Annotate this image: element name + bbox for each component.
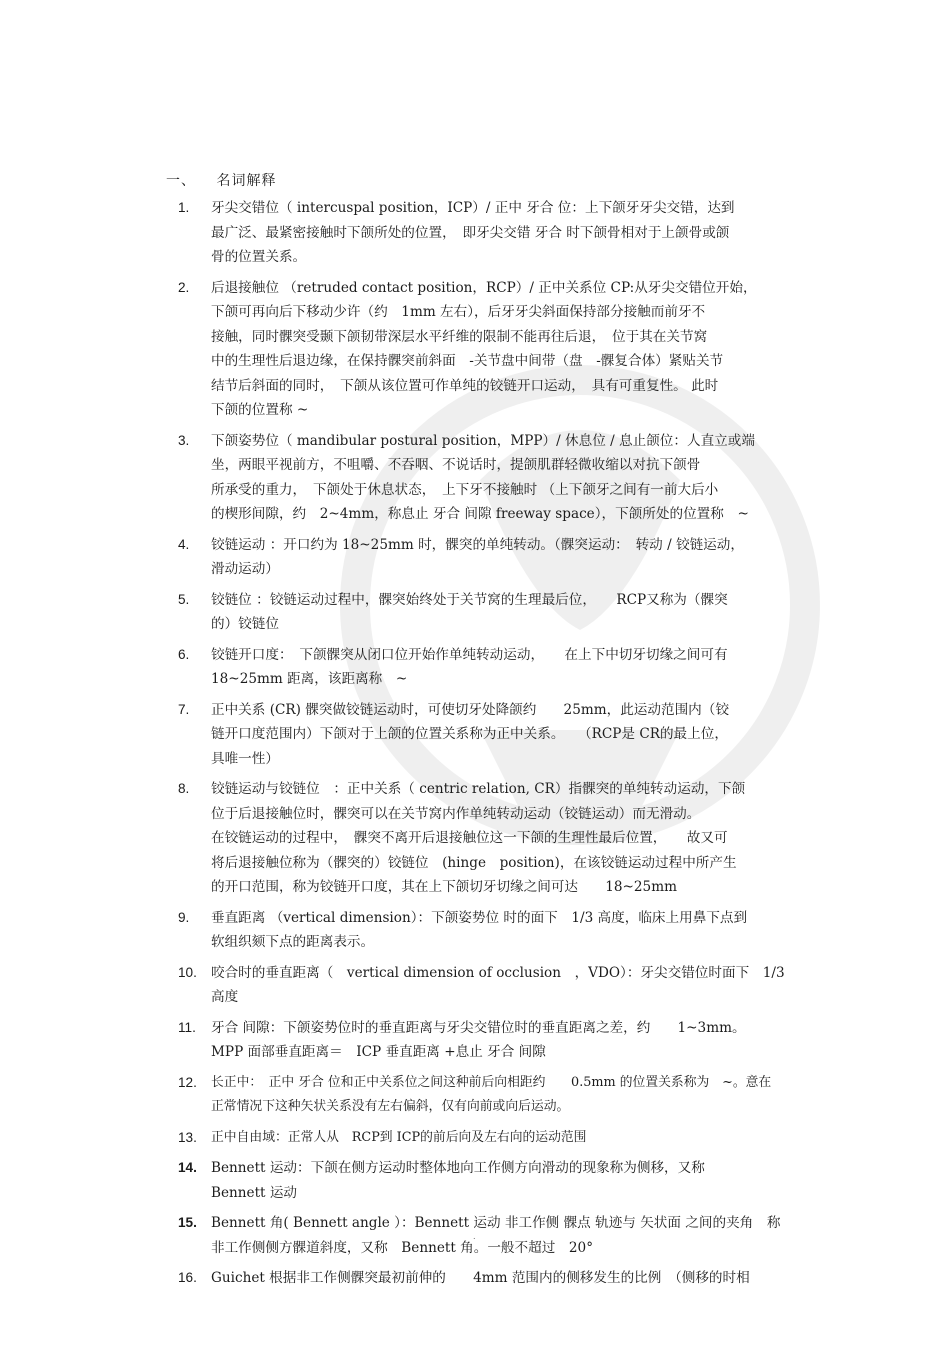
list-item bbox=[178, 906, 808, 955]
list-item bbox=[178, 196, 808, 270]
list-item bbox=[178, 643, 808, 692]
item-number: 11. bbox=[178, 1019, 196, 1035]
list-item bbox=[178, 429, 808, 527]
definition-list bbox=[178, 196, 808, 1297]
list-item bbox=[178, 961, 808, 1010]
list-item bbox=[178, 276, 808, 423]
list-item bbox=[178, 1126, 808, 1151]
item-number: 10. bbox=[178, 964, 197, 980]
item-text: 铰链开口度： 下颌髁突从闭口位开始作单纯转动运动， 在上下中切牙切缘之间可有 18~25mm 距离，该距离称 ~ bbox=[211, 646, 728, 687]
item-text: 牙合 间隙：下颌姿势位时的垂直距离与牙尖交错位时的垂直距离之差，约 1~3mm。 MPP 面部垂直距离＝ ICP 垂直距离 +息止 牙合 间隙 bbox=[211, 1019, 746, 1060]
item-text: 长正中： 正中 牙合 位和正中关系位之间这种前后向相距约 0.5mm 的位置关系称为 ~。意在 正常情况下这种矢状关系没有左右偏斜，仅有向前或向后运动。 bbox=[211, 1074, 772, 1114]
item-text: 牙尖交错位（ intercuspal position，ICP）/ 正中 牙合 位：上下颌牙牙尖交错，达到 最广泛、最紧密接触时下颌所处的位置， 即牙尖交错 牙合 时下颌骨相对于上颌骨或颌 骨的位置关系。 bbox=[211, 200, 735, 265]
item-number: 15. bbox=[178, 1215, 197, 1230]
item-number: 9. bbox=[178, 909, 190, 925]
item-number: 12. bbox=[178, 1074, 197, 1090]
section-title: 名词解释 bbox=[216, 173, 277, 189]
item-number: 8. bbox=[178, 781, 190, 796]
list-item bbox=[178, 1266, 808, 1291]
item-number: 5. bbox=[178, 591, 190, 607]
item-text: Guichet 根据非工作侧髁突最初前伸的 4mm 范围内的侧移发生的比例 （侧移的时相 bbox=[211, 1270, 750, 1286]
list-item bbox=[178, 698, 808, 772]
item-number: 3. bbox=[178, 432, 190, 448]
item-text: 后退接触位 （retruded contact position，RCP）/ 正中关系位 CP:从牙尖交错位开始， 下颌可再向后下移动少许（约 1mm 左右），后牙牙尖斜面保持部分接触而前牙不 接触，同时髁突受颞下颌韧带深层水平纤维的限制不能再往后退， 位于其在关节窝 中的生理性后退边缘，在保持髁突前斜面 -关节盘中间带（盘 -髁复合体）紧贴关节 结节后斜面的同时， 下颌从该位置可作单纯的铰链开口运动， 具有可重复性。 此时 下颌的位置称 ~ bbox=[211, 279, 757, 418]
section-number: 一、 bbox=[166, 173, 196, 189]
list-item bbox=[178, 1156, 808, 1205]
item-text: Bennett 运动：下颌在侧方运动时整体地向工作侧方向滑动的现象称为侧移，又称 Bennett 运动 bbox=[211, 1160, 705, 1201]
item-text: 铰链位 ：铰链运动过程中，髁突始终处于关节窝的生理最后位， RCP又称为（髁突 的）铰链位 bbox=[211, 591, 728, 632]
item-number: 16. bbox=[178, 1270, 197, 1285]
footer-dot: . bbox=[473, 1232, 476, 1241]
item-text: 铰链运动 ：开口约为 18~25mm 时，髁突的单纯转动。（髁突运动： 转动 / 铰链运动， 滑动运动） bbox=[211, 536, 744, 577]
item-text: 下颌姿势位（ mandibular postural position，MPP）/ 休息位 / 息止颌位：人直立或端 坐，两眼平视前方，不咀嚼、不吞咽、不说话时，提颌肌群轻微收缩以对抗下颌骨 所承受的重力， 下颌处于休息状态， 上下牙不接触时 （上下颌牙之间有一前大后小 的楔形间隙，约 2~4mm，称息止 牙合 间隙 freeway space），下颌所处的位置称 ~ bbox=[211, 432, 755, 522]
item-text: 正中关系 (CR) 髁突做铰链运动时，可使切牙处降颌约 25mm，此运动范围内（铰 链开口度范围内）下颌对于上颌的位置关系称为正中关系。 （RCP是 CR的最上位， 具唯一性） bbox=[211, 701, 729, 767]
list-item bbox=[178, 1211, 808, 1260]
item-text: 咬合时的垂直距离（ vertical dimension of occlusion ，VDO）：牙尖交错位时面下 1/3 高度 bbox=[211, 964, 785, 1005]
list-item bbox=[178, 777, 808, 900]
list-item bbox=[178, 1016, 808, 1065]
item-text: 正中自由域：正常人从 RCP到 ICP的前后向及左右向的运动范围 bbox=[211, 1129, 587, 1145]
item-text: 铰链运动与铰链位 ：正中关系（ centric relation, CR）指髁突的单纯转动运动，下颌 位于后退接触位时，髁突可以在关节窝内作单纯转动运动（铰链运动）而无滑动。 在铰链运动的过程中， 髁突不离开后退接触位这一下颌的生理性最后位置， 故又可 将后退接触位称为（髁突的）铰链位 (hinge position)，在该铰链运动过程中所产生 的开口范围，称为铰链开口度，其在上下颌切牙切缘之间可达 18~25mm bbox=[211, 781, 746, 895]
item-number: 6. bbox=[178, 646, 190, 662]
item-number: 7. bbox=[178, 701, 190, 717]
item-number: 4. bbox=[178, 536, 190, 552]
item-text: 垂直距离 （vertical dimension）：下颌姿势位 时的面下 1/3 高度，临床上用鼻下点到 软组织颏下点的距离表示。 bbox=[211, 909, 748, 950]
item-number: 1. bbox=[178, 200, 190, 215]
item-number: 2. bbox=[178, 279, 190, 295]
list-item bbox=[178, 533, 808, 582]
item-number: 13. bbox=[178, 1129, 197, 1145]
list-item bbox=[178, 1071, 808, 1120]
list-item bbox=[178, 588, 808, 637]
item-text: Bennett 角( Bennett angle ）：Bennett 运动 非工作侧 髁点 轨迹与 矢状面 之间的夹角 称 非工作侧侧方髁道斜度，又称 Bennett 角。一般不超过 20° bbox=[211, 1215, 781, 1256]
section-heading bbox=[166, 170, 276, 190]
item-number: 14. bbox=[178, 1160, 197, 1175]
